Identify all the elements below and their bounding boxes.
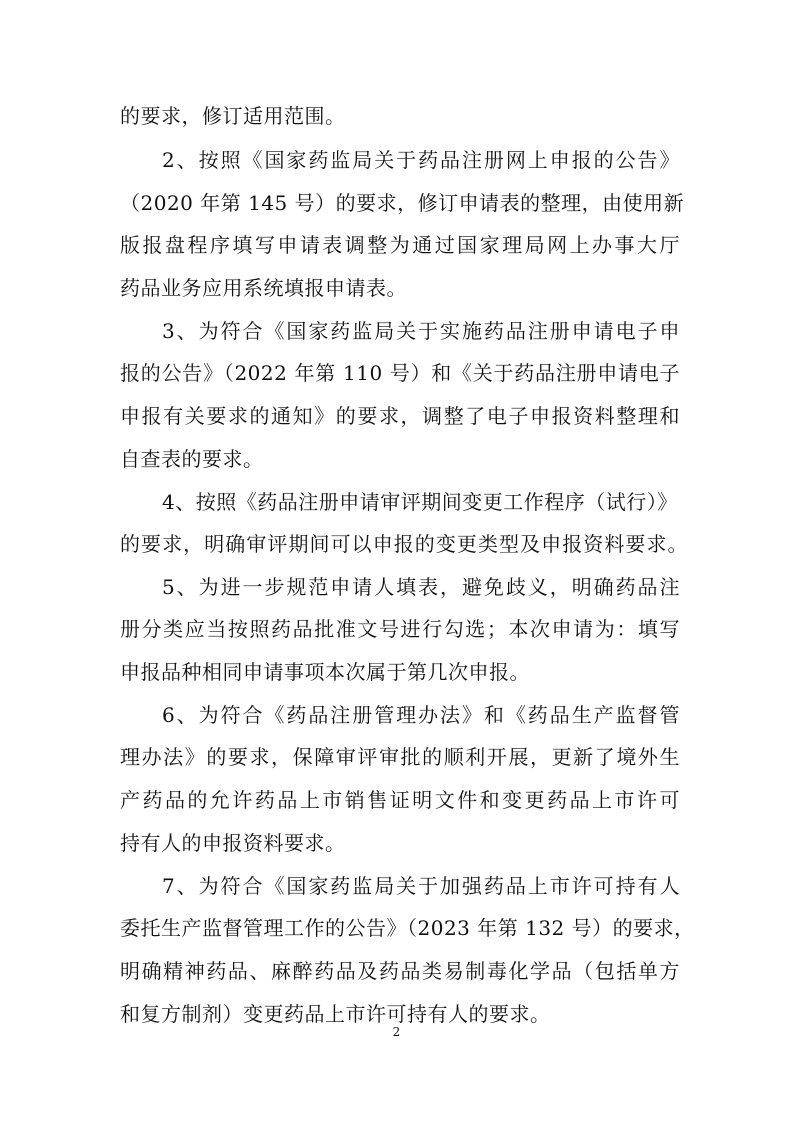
text-line: 6、为符合《药品注册管理办法》和《药品生产监督管	[162, 703, 680, 727]
text-line: 产药品的允许药品上市销售证明文件和变更药品上市许可	[120, 788, 680, 812]
text-line: 和复方制剂）变更药品上市许可持有人的要求。	[120, 1002, 551, 1026]
text-line: 自查表的要求。	[120, 447, 264, 471]
text-line: 持有人的申报资料要求。	[120, 831, 346, 855]
text-line: 申报品种相同申请事项本次属于第几次申报。	[120, 660, 530, 684]
text-line: 3、为符合《国家药监局关于实施药品注册申请电子申	[162, 319, 680, 343]
text-line: 7、为符合《国家药监局关于加强药品上市许可持有人	[162, 874, 680, 898]
text-line: 理办法》的要求，保障审评审批的顺利开展，更新了境外生	[120, 745, 680, 769]
text-line: 的要求，修订适用范围。	[120, 104, 346, 128]
text-line: 2、按照《国家药监局关于药品注册网上申报的公告》	[162, 148, 680, 172]
text-line: 申报有关要求的通知》的要求，调整了电子申报资料整理和	[120, 404, 680, 428]
text-line: 4、按照《药品注册申请审评期间变更工作程序（试行）》	[162, 490, 678, 514]
text-line: 报的公告》（2022 年第 110 号）和《关于药品注册申请电子	[120, 361, 680, 385]
text-line: 册分类应当按照药品批准文号进行勾选；本次申请为：填写	[120, 617, 680, 641]
text-line: 5、为进一步规范申请人填表，避免歧义，明确药品注	[162, 575, 680, 599]
text-line: 药品业务应用系统填报申请表。	[120, 276, 407, 300]
text-line: （2020 年第 145 号）的要求，修订申请表的整理，由使用新	[120, 191, 685, 215]
text-line: 明确精神药品、麻醉药品及药品类易制毒化学品（包括单方	[120, 959, 680, 983]
page-number: 2	[392, 1025, 401, 1039]
text-line: 委托生产监督管理工作的公告》（2023 年第 132 号）的要求，	[120, 916, 695, 940]
text-line: 的要求，明确审评期间可以申报的变更类型及申报资料要求。	[120, 532, 688, 556]
text-line: 版报盘程序填写申请表调整为通过国家理局网上办事大厅	[120, 233, 680, 257]
